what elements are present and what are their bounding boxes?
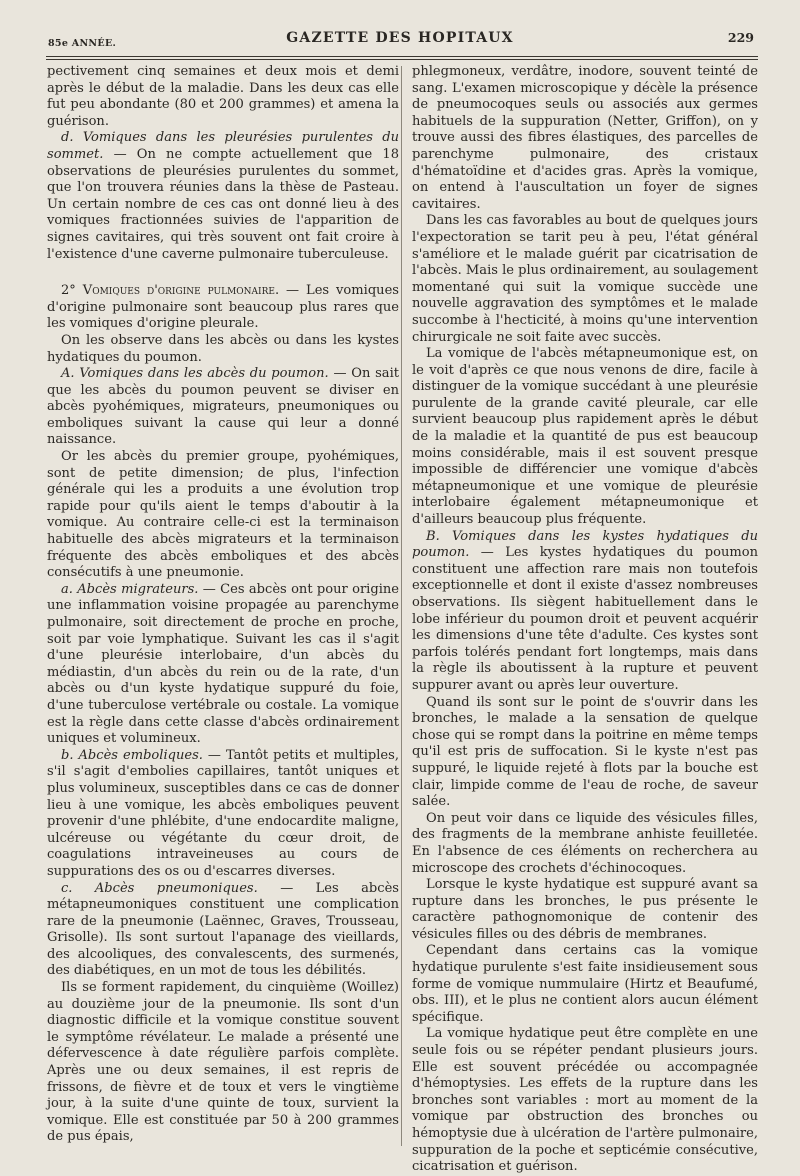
paragraph-text: On les observe dans les abcès ou dans les kystes hydatiques du poumon.	[47, 332, 399, 365]
paragraph-text: Ils se forment rapidement, du cinquième (Woillez) au douzième jour de la pneumonie. Ils sont d'un diagnostic difficile et la vomique constitue souvent le symptôme révélateur. Le malade a présenté une défervescence à date régulière parfois complète. Après une ou deux semaines, il est repris de frissons, de fièvre et de toux et vers le vingtième jour, à la suite d'une quinte de toux, survient la vomique. Elle est constituée par 50 à 200 grammes de pus épais,	[47, 980, 399, 1145]
section-heading: B. Vomiques dans les kystes hydatiques du poumon.	[412, 528, 758, 561]
right-column	[412, 64, 758, 1176]
paragraph	[47, 283, 399, 333]
paragraph-text: — Les kystes hydatiques du poumon constituent une affection rare mais non toutefois exceptionnelle et dont il existe d'assez nombreuses observations. Ils siègent habituellement dans le lobe inférieur du poumon droit et peuvent acquérir les dimensions d'une tête d'adulte. Ces kystes sont parfois tolérés pendant fort longtemps, mais dans la règle ils aboutissent à la rupture et peuvent suppurer avant ou après leur ouverture.	[412, 545, 758, 693]
paragraph	[47, 64, 399, 130]
paragraph-text: Quand ils sont sur le point de s'ouvrir dans les bronches, le malade a la sensation de quelque chose qui se rompt dans la poitrine en même temps qu'il est pris de suffocation. Si le kyste n'est pas suppuré, le liquide rejeté à flots par la bouche est clair, limpide comme de l'eau de roche, de saveur salée.	[412, 694, 758, 810]
paragraph-text: — Tantôt petits et multiples, s'il s'agit d'embolies capillaires, tantôt uniques et plus volumineux, susceptibles dans ce cas de donner lieu à une vomique, les abcès emboliques peuvent provenir d'une phlébite, d'une endocardite maligne, ulcéreuse ou végétante du cœur droit, de coagulations intraveineuses au cours de suppurations des os ou d'escarres diverses.	[47, 747, 399, 879]
paragraph	[47, 582, 399, 748]
paragraph-text: pectivement cinq semaines et deux mois et demi après le début de la maladie. Dans les deux cas elle fut peu abondante (80 et 200 grammes) et amena la guérison.	[47, 64, 399, 129]
paragraph	[412, 695, 758, 811]
paragraph	[47, 881, 399, 981]
header-rule	[46, 56, 758, 60]
page-header	[0, 30, 800, 50]
section-heading: b. Abcès emboliques.	[61, 747, 203, 763]
paragraph	[412, 529, 758, 695]
paragraph-text: On peut voir dans ce liquide des vésicules filles, des fragments de la membrane anhiste feuilletée. En l'absence de ces éléments on recherchera au microscope des crochets d'échinocoques.	[412, 810, 758, 876]
paragraph	[47, 980, 399, 1146]
paragraph	[412, 811, 758, 877]
paragraph	[47, 130, 399, 263]
section-heading: c. Abcès pneumoniques.	[61, 880, 258, 896]
paragraph	[47, 449, 399, 582]
section-heading: a. Abcès migrateurs.	[61, 581, 199, 597]
paragraph	[412, 877, 758, 943]
left-column	[47, 64, 399, 1146]
paragraph-text: — On ne compte actuellement que 18 observations de pleurésies purulentes du sommet, que l'on trouvera réunies dans la thèse de Pasteau. Un certain nombre de ces cas ont donné lieu à des vomiques fractionnées suivies de l'apparition de signes cavitaires, qui très souvent ont fait croire à l'existence d'une caverne pulmonaire tuberculeuse.	[47, 146, 399, 262]
paragraph-text: phlegmoneux, verdâtre, inodore, souvent teinté de sang. L'examen microscopique y décèle la présence de pneumocoques seuls ou associés aux germes habituels de la suppuration (Netter, Griffon), on y trouve aussi des fibres élastiques, des parcelles de parenchyme pulmonaire, des cristaux d'hématoïdine et d'acides gras. Après la vomique, on entend à l'auscultation un foyer de signes cavitaires.	[412, 64, 758, 212]
paragraph	[47, 748, 399, 881]
section-heading: 2° Vomiques d'origine pulmonaire.	[61, 283, 280, 299]
paragraph	[412, 346, 758, 529]
paragraph	[412, 64, 758, 213]
year-label: 85e ANNÉE.	[48, 38, 117, 49]
paragraph	[412, 943, 758, 1026]
paragraph-text: La vomique de l'abcès métapneumonique est, on le voit d'après ce que nous venons de dire, facile à distinguer de la vomique succédant à une pleurésie purulente de la grande cavité pleurale, car elle survient beaucoup plus rapidement après le début de la maladie et la quantité de pus est beaucoup moins considérable, mais il est souvent presque impossible de différencier une vomique d'abcès métapneumonique et une vomique de pleurésie interlobaire également métapneumonique et d'ailleurs beaucoup plus fréquente.	[412, 346, 758, 528]
paragraph-text: — Les abcès métapneumoniques constituent une complication rare de la pneumonie (Laënnec, Graves, Trousseau, Grisolle). Ils sont surtout l'apanage des vieillards, des alcooliques, des convalescents, des surmenés, des diabétiques, en un mot de tous les débilités.	[47, 880, 399, 979]
paragraph-text: La vomique hydatique peut être complète en une seule fois ou se répéter pendant plusieurs jours. Elle est souvent précédée ou accompagnée d'hémoptysies. Les effets de la rupture dans les bronches sont variables : mort au moment de la vomique par obstruction des bronches ou hémoptysie due à ulcération de l'artère pulmonaire, suppuration de la poche et septicémie consécutive, cicatrisation et guérison.	[412, 1026, 758, 1175]
paragraph-text: — On sait que les abcès du poumon peuvent se diviser en abcès pyohémiques, migrateurs, pneumoniques ou emboliques suivant la cause qui leur a donné naissance.	[47, 366, 399, 448]
paragraph-text: Lorsque le kyste hydatique est suppuré avant sa rupture dans les bronches, le pus présente le caractère pathognomonique de contenir des vésicules filles ou des débris de membranes.	[412, 877, 758, 942]
paragraph	[412, 1026, 758, 1175]
section-heading: A. Vomiques dans les abcès du poumon.	[61, 366, 329, 382]
journal-title: GAZETTE DES HOPITAUX	[286, 30, 514, 46]
column-divider	[401, 66, 402, 1146]
paragraph-text: Or les abcès du premier groupe, pyohémiques, sont de petite dimension; de plus, l'infection générale qui les a produits a une évolution trop rapide pour qu'ils aient le temps d'aboutir à la vomique. Au contraire celle-ci est la terminaison habituelle des abcès migrateurs et la terminaison fréquente des abcès emboliques et des abcès consécutifs à une pneumonie.	[47, 449, 399, 581]
paragraph-text: — Les vomiques d'origine pulmonaire sont beaucoup plus rares que les vomiques d'origine pleurale.	[47, 283, 400, 332]
section-heading: d. Vomiques dans les pleurésies purulentes du sommet.	[47, 130, 399, 162]
paragraph-text: Cependant dans certains cas la vomique hydatique purulente s'est faite insidieusement sous forme de vomique nummulaire (Hirtz et Beaufumé, obs. III), et le plus ne contient alors aucun élément spécifique.	[412, 943, 758, 1025]
paragraph-text: — Ces abcès ont pour origine une inflammation voisine propagée au parenchyme pulmonaire, soit directement de proche en proche, soit par voie lymphatique. Suivant les cas il s'agit d'une pleurésie interlobaire, d'un abcès du médiastin, d'un abcès du rein ou de la rate, d'un abcès ou d'un kyste hydatique suppuré du foie, d'une tuberculose vertébrale ou costale. La vomique est la règle dans cette classe d'abcès ordinairement uniques et volumineux.	[47, 581, 399, 747]
paragraph	[47, 333, 399, 366]
paragraph	[412, 213, 758, 346]
page-number: 229	[727, 30, 754, 45]
paragraph	[47, 366, 399, 449]
paragraph-text: Dans les cas favorables au bout de quelques jours l'expectoration se tarit peu à peu, l'état général s'améliore et le malade guérit par cicatrisation de l'abcès. Mais le plus ordinairement, au soulagement momentané qui suit la vomique succède une nouvelle aggravation des symptômes et le malade succombe à l'hecticité, à moins qu'une intervention chirurgicale ne soit faite avec succès.	[412, 213, 758, 345]
